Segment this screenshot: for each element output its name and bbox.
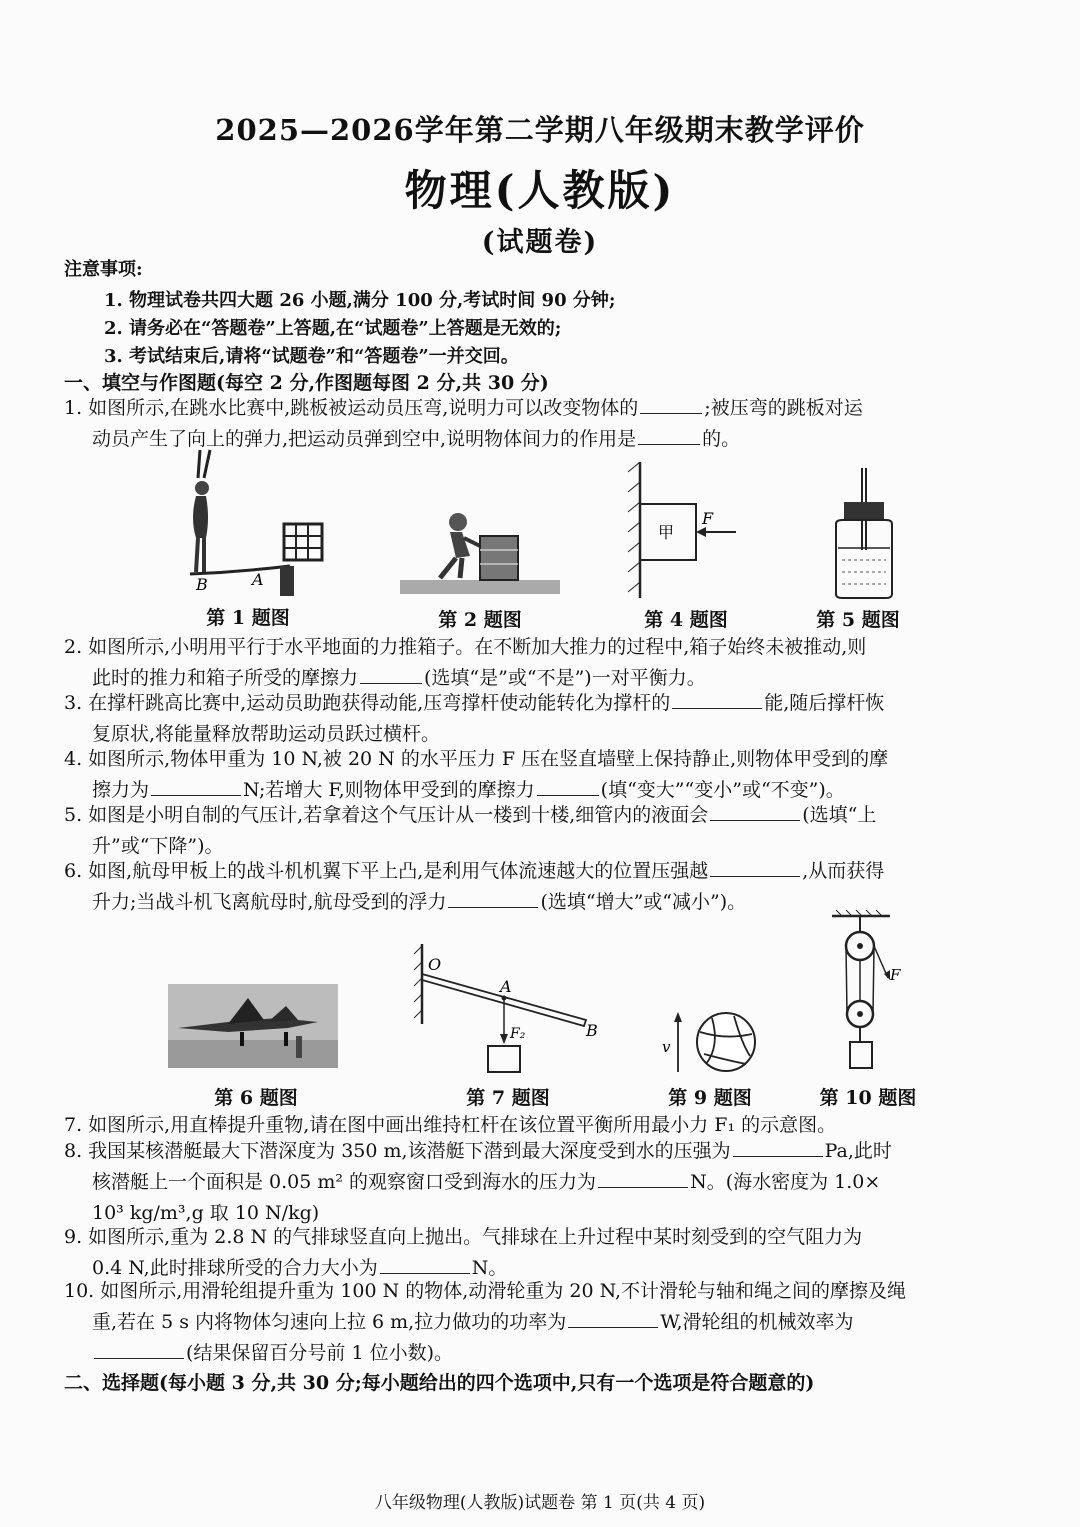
answer-blank[interactable] [568, 1309, 658, 1328]
caption-fig-9: 第 9 题图 [668, 1087, 752, 1109]
fig7-label-f2: F₂ [510, 1026, 526, 1042]
section-1-title: 一、填空与作图题(每空 2 分,作图题每图 2 分,共 30 分) [64, 372, 549, 394]
section-2-title: 二、选择题(每小题 3 分,共 30 分;每小题给出的四个选项中,只有一个选项是符合题意的) [64, 1372, 815, 1394]
question-10: 10. 如图所示,用滑轮组提升重为 100 N 的物体,动滑轮重为 20 N,不计滑轮与轴和绳之间的摩擦及绳 重,若在 5 s 内将物体匀速向上拉 6 m,拉力做功的功率为 W,滑轮组的机械效率为 (结果保留百分号前 1 位小数)。 [64, 1280, 907, 1364]
question-2: 2. 如图所示,小明用平行于水平地面的力推箱子。在不断加大推力的过程中,箱子始终未被推动,则 此时的推力和箱子所受的摩擦力 (选填“是”或“不是”)一对平衡力。 [64, 636, 867, 689]
fig7-label-o: O [428, 955, 442, 974]
answer-blank[interactable] [448, 889, 538, 908]
question-1: 1. 如图所示,在跳水比赛中,跳板被运动员压弯,说明力可以改变物体的 ;被压弯的跳板对运 动员产生了向上的弹力,把运动员弹到空中,说明物体间力的作用是 的。 [64, 397, 863, 450]
figure-2-push-box [400, 508, 560, 596]
caption-fig-10: 第 10 题图 [819, 1087, 917, 1109]
figure-6-fighter-jet-photo [168, 984, 338, 1068]
question-9: 9. 如图所示,重为 2.8 N 的气排球竖直向上抛出。气排球在上升过程中某时刻受到的空气阻力为 0.4 N,此时排球所受的合力大小为 N。 [64, 1226, 863, 1279]
caption-fig-4: 第 4 题图 [644, 609, 728, 631]
exam-title: 2025—2026学年第二学期八年级期末教学评价 [215, 113, 865, 147]
question-7: 7. 如图所示,用直棒提升重物,请在图中画出维持杠杆在该位置平衡所用最小力 F₁ 的示意图。 [64, 1114, 837, 1136]
caption-fig-2: 第 2 题图 [438, 609, 522, 631]
subject-title: 物理(人教版) [404, 166, 676, 215]
question-6: 6. 如图,航母甲板上的战斗机机翼下平上凸,是利用气体流速越大的位置压强越 ,从而获得 升力;当战斗机飞离航母时,航母受到的浮力 (选填“增大”或“减小”)。 [64, 860, 885, 913]
answer-blank[interactable] [94, 1340, 184, 1359]
page-footer: 八年级物理(人教版)试题卷 第 1 页(共 4 页) [374, 1493, 706, 1513]
answer-blank[interactable] [710, 802, 800, 821]
question-3: 3. 在撑杆跳高比赛中,运动员助跑获得动能,压弯撑杆使动能转化为撑杆的 能,随后撑杆恢 复原状,将能量释放帮助运动员跃过横杆。 [64, 692, 885, 745]
fig7-label-a: A [500, 977, 512, 996]
figure-1-diving-board [160, 448, 330, 598]
answer-blank[interactable] [380, 1255, 470, 1274]
question-5: 5. 如图是小明自制的气压计,若拿着这个气压计从一楼到十楼,细管内的液面会 (选填“上 升”或“下降”)。 [64, 804, 877, 857]
question-4: 4. 如图所示,物体甲重为 10 N,被 20 N 的水平压力 F 压在竖直墙壁上保持静止,则物体甲受到的摩 擦力为 N;若增大 F,则物体甲受到的摩擦力 (填“变大”“变小”或“不变”)。 [64, 748, 889, 801]
answer-blank[interactable] [733, 1138, 823, 1157]
answer-blank[interactable] [598, 1169, 688, 1188]
answer-blank[interactable] [360, 665, 422, 684]
answer-blank[interactable] [710, 858, 800, 877]
answer-blank[interactable] [672, 690, 762, 709]
question-8: 8. 我国某核潜艇最大下潜深度为 350 m,该潜艇下潜到最大深度受到水的压强为 Pa,此时 核潜艇上一个面积是 0.05 m² 的观察窗口受到海水的压力为 N。(海水密度为 1.0× 10³ kg/m³,g 取 10 N/kg) [64, 1140, 892, 1224]
paper-type: (试题卷) [481, 227, 599, 258]
answer-blank[interactable] [151, 777, 241, 796]
fig7-label-b: B [586, 1021, 598, 1040]
caption-fig-1: 第 1 题图 [206, 607, 290, 629]
answer-blank[interactable] [537, 777, 599, 796]
caption-fig-5: 第 5 题图 [816, 609, 900, 631]
figure-10-pulley-system [828, 910, 908, 1080]
answer-blank[interactable] [638, 426, 700, 445]
fig1-label-b: B [196, 575, 208, 594]
fig9-label-v: v [662, 1038, 671, 1056]
notice-title: 注意事项: [64, 259, 143, 280]
figure-7-lever [412, 944, 602, 1080]
caption-fig-6: 第 6 题图 [214, 1087, 298, 1109]
notice-item-1: 1. 物理试卷共四大题 26 小题,满分 100 分,考试时间 90 分钟; [104, 290, 616, 311]
notice-item-2: 2. 请务必在“答题卷”上答题,在“试题卷”上答题是无效的; [104, 318, 562, 339]
figure-5-barometer [826, 464, 902, 602]
answer-blank[interactable] [640, 395, 702, 414]
figure-4-block-on-wall [624, 462, 744, 602]
fig4-label-f: F [702, 509, 714, 528]
fig10-label-f: F [890, 966, 901, 984]
caption-fig-7: 第 7 题图 [466, 1087, 550, 1109]
fig1-label-a: A [252, 570, 264, 589]
notice-item-3: 3. 考试结束后,请将“试题卷”和“答题卷”一并交回。 [104, 346, 519, 367]
figure-9-volleyball [660, 1010, 760, 1074]
fig4-label-jia: 甲 [658, 523, 675, 542]
